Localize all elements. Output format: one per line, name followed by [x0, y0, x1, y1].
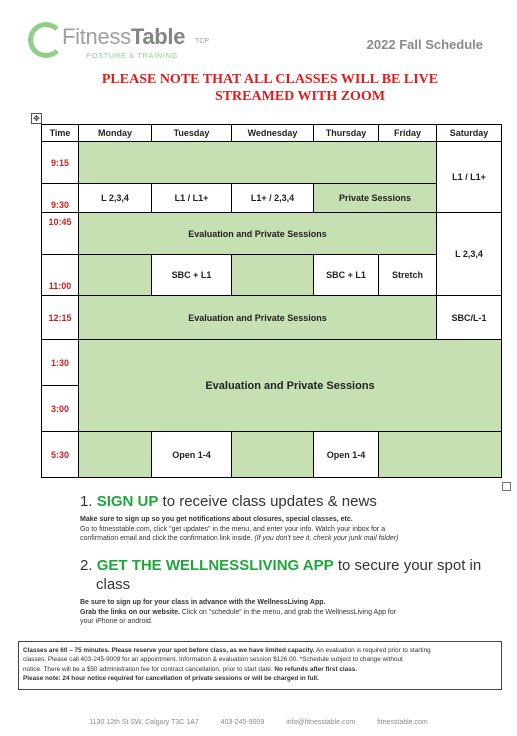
- table-move-handle-icon[interactable]: ✥: [31, 113, 42, 124]
- footer-website[interactable]: fitnesstable.com: [377, 719, 428, 726]
- signup-line-3: confirmation email and click the confirmation link inside. (If you don't see it, check your junk mail folder): [80, 535, 399, 542]
- cell-private-sessions: Private Sessions: [314, 184, 437, 213]
- header-tuesday: Tuesday: [152, 125, 232, 142]
- app-line-2: Grab the links on our website. Click on "schedule" in the menu, and grab the WellnessLiving App for: [80, 608, 397, 616]
- info-line-2: classes. Please call 403-245-9009 for an appointment. Information & evaluation session $126.00. *Schedule subject to change without: [23, 656, 403, 664]
- info-line-1: Classes are 60 – 75 minutes. Please reserve your spot before class, as we have limited capacity. An evaluation is required prior to starting: [23, 647, 431, 654]
- cell-sat-1045: L 2,3,4: [437, 213, 502, 296]
- time-cell: 11:00: [42, 255, 79, 296]
- cell-eval-1045: Evaluation and Private Sessions: [79, 213, 437, 255]
- time-cell: 3:00: [42, 386, 79, 432]
- cell-sat-915: L1 / L1+: [437, 142, 502, 213]
- schedule-title: 2022 Fall Schedule: [366, 37, 483, 52]
- cell-tue-530: Open 1-4: [152, 432, 232, 478]
- cell-eval-130: Evaluation and Private Sessions: [79, 340, 502, 432]
- cell-fri-1100: Stretch: [379, 255, 437, 296]
- cell-tue-1100: SBC + L1: [152, 255, 232, 296]
- logo-tagline: POSTURE & TRAINING: [86, 51, 178, 60]
- cell-thu-1100: SBC + L1: [314, 255, 379, 296]
- header-thursday: Thursday: [314, 125, 379, 142]
- cell-wed-930: L1+ / 2,3,4: [232, 184, 314, 213]
- zoom-notice: [60, 71, 480, 105]
- table-row: [42, 296, 502, 340]
- cell-thu-530: Open 1-4: [314, 432, 379, 478]
- empty-green-cell: [232, 432, 314, 478]
- cell-sat-1215: SBC/L-1: [437, 296, 502, 340]
- cell-tue-930: L1 / L1+: [152, 184, 232, 213]
- info-line-4: Please note: 24 hour notice required for cancellation of private sessions or will be charged in full.: [23, 674, 319, 682]
- cell-mon-930: L 2,3,4: [79, 184, 152, 213]
- fitness-table-logo: [24, 18, 224, 68]
- logo-brand-text: FitnessTable: [62, 24, 186, 49]
- table-row: [42, 255, 502, 296]
- table-row: [42, 142, 502, 184]
- schedule-table: [41, 124, 502, 478]
- header-monday: Monday: [79, 125, 152, 142]
- time-cell: 1:30: [42, 340, 79, 386]
- footer-address: 1130 12th St SW, Calgary T3C 1A7: [89, 719, 199, 726]
- footer-phone: 403-245-9009: [220, 719, 265, 726]
- header-wednesday: Wednesday: [232, 125, 314, 142]
- info-box: [18, 641, 502, 690]
- signup-heading: 1. SIGN UP to receive class updates & news: [80, 493, 377, 510]
- info-line-3: notice. There will be a $50 administration fee for contract cancellation, prior to start date. No refunds after first class.: [23, 665, 358, 673]
- time-cell: 12:15: [42, 296, 79, 340]
- app-heading: 2. GET THE WELLNESSLIVING APP to secure your spot in class: [80, 557, 482, 593]
- app-line-1: Be sure to sign up for your class in advance with the WellnessLiving App.: [80, 599, 326, 606]
- app-line-3: your iPhone or android.: [80, 618, 153, 625]
- header-friday: Friday: [379, 125, 437, 142]
- signup-line-2: Go to fitnesstable.com, click "get updates" in the menu, and enter your info. Watch your inbox for a: [80, 525, 386, 533]
- table-row: [42, 213, 502, 255]
- empty-green-cell: [79, 432, 152, 478]
- empty-green-block: [79, 142, 437, 184]
- notice-line-2: STREAMED WITH ZOOM: [214, 89, 386, 104]
- time-cell: 10:45: [42, 213, 79, 255]
- header-saturday: Saturday: [437, 125, 502, 142]
- signup-section: [80, 492, 500, 544]
- time-cell: 9:30: [42, 184, 79, 213]
- app-section: [80, 556, 500, 627]
- table-header-row: [42, 125, 502, 142]
- table-row: [42, 340, 502, 386]
- time-cell: 9:15: [42, 142, 79, 184]
- empty-green-cell: [232, 255, 314, 296]
- table-resize-handle[interactable]: [502, 482, 511, 491]
- table-row: [42, 184, 502, 213]
- notice-line-1: PLEASE NOTE THAT ALL CLASSES WILL BE LIVE: [101, 72, 439, 87]
- table-row: [42, 432, 502, 478]
- empty-green-cell: [79, 255, 152, 296]
- signup-line-1: Make sure to sign up so you get notifications about closures, special classes, etc.: [80, 516, 353, 523]
- cell-eval-1215: Evaluation and Private Sessions: [79, 296, 437, 340]
- header-time: Time: [42, 125, 79, 142]
- footer-email[interactable]: info@fitnesstable.com: [286, 719, 356, 726]
- logo-circle-icon: [28, 22, 64, 58]
- empty-green-cell: [379, 432, 502, 478]
- footer: [0, 719, 517, 726]
- time-cell: 5:30: [42, 432, 79, 478]
- logo-tcp: TCP: [195, 38, 209, 45]
